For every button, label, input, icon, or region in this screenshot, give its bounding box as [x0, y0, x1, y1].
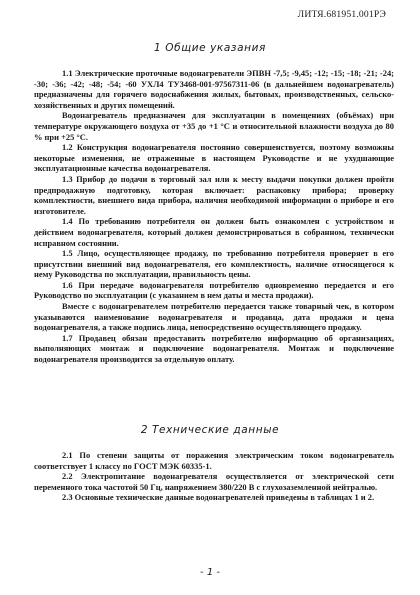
- paragraph-1-7: 1.7 Продавец обязан предоставить потребителю информацию об организациях, выполняющих монтаж и подключение водонагревателя. Монтаж и подключение водонагревателя производится за отдельную оплату.: [34, 332, 394, 365]
- paragraph-2-1: 2.1 По степени защиты от поражения электрическим током водонагреватель соответствует 1 классу по ГОСТ МЭК 60335-1.: [34, 450, 394, 471]
- paragraph-1-3: 1.3 Прибор до подачи в торговый зал или к месту выдачи покупки должен пройти предпродажную подготовку, которая включает: распаковку прибора; проверку комплектности, внешнего вида прибора, наличия необходимой информации о приборе и его изготовителе.: [34, 173, 394, 216]
- page-number: - 1 -: [200, 567, 220, 578]
- section-title-technical: 2 Технические данные: [140, 424, 280, 436]
- section-body-general: [34, 68, 394, 365]
- section-title-general: 1 Общие указания: [154, 42, 266, 54]
- paragraph-1-6: 1.6 При передаче водонагревателя потребителю одновременно передается и его Руководство по эксплуатации (с указанием в нем даты и места продажи).: [34, 279, 394, 301]
- paragraph-1-1: 1.1 Электрические проточные водонагреватели ЭПВН -7,5; -9,45; -12; -15; -18; -21; -24; -30; -36; -42; -48; -54; -60 УХЛ4 ТУ3468-001-97567311-06 (в дальнейшем водонагреватель) предназначены для горячего водоснабжения жилых, бытовых, производственных, сельско-хозяйственных и других помещений.: [34, 68, 394, 110]
- section-body-technical: [34, 450, 394, 503]
- paragraph-2-3: 2.3 Основные технические данные водонагревателей приведены в таблицах 1 и 2.: [62, 492, 375, 503]
- paragraph-1-2: 1.2 Конструкция водонагревателя постоянно совершенствуется, поэтому возможны некоторые изменения, не отраженные в настоящем Руководстве и не ухудшающие эксплуатационные качества водонагревателя.: [34, 142, 394, 174]
- paragraph-1-5: 1.5 Лицо, осуществляющее продажу, по требованию потребителя проверяет в его присутствии внешний вид водонагревателя, его комплектность, наличие относящегося к нему Руководства по эксплуатации, правильность цены.: [34, 248, 394, 280]
- paragraph-1-4: 1.4 По требованию потребителя он должен быть ознакомлен с устройством и действием водонагревателя, который должен демонстрироваться в собранном, технически исправном состоянии.: [34, 216, 394, 248]
- paragraph-operating-conditions: Водонагреватель предназначен для эксплуатации в помещениях (объёмах) при температуре окружающего воздуха от +35 до +1 °С и относительной влажности воздуха до 80 % при +25 °С.: [34, 110, 394, 142]
- document-id: ЛИТЯ.681951.001РЭ: [297, 9, 386, 20]
- paragraph-receipt: Вместе с водонагревателем потребителю передается также товарный чек, в котором указываются наименование водонагревателя и продавца, дата продажи и цена водонагревателя, а также подпись лица, непосредственно осуществляющего продажу.: [34, 301, 394, 333]
- paragraph-2-2: 2.2 Электропитание водонагревателя осуществляется от электрической сети переменного тока частотой 50 Гц, напряжением 380/220 В с глухозаземленной нейтралью.: [34, 471, 394, 492]
